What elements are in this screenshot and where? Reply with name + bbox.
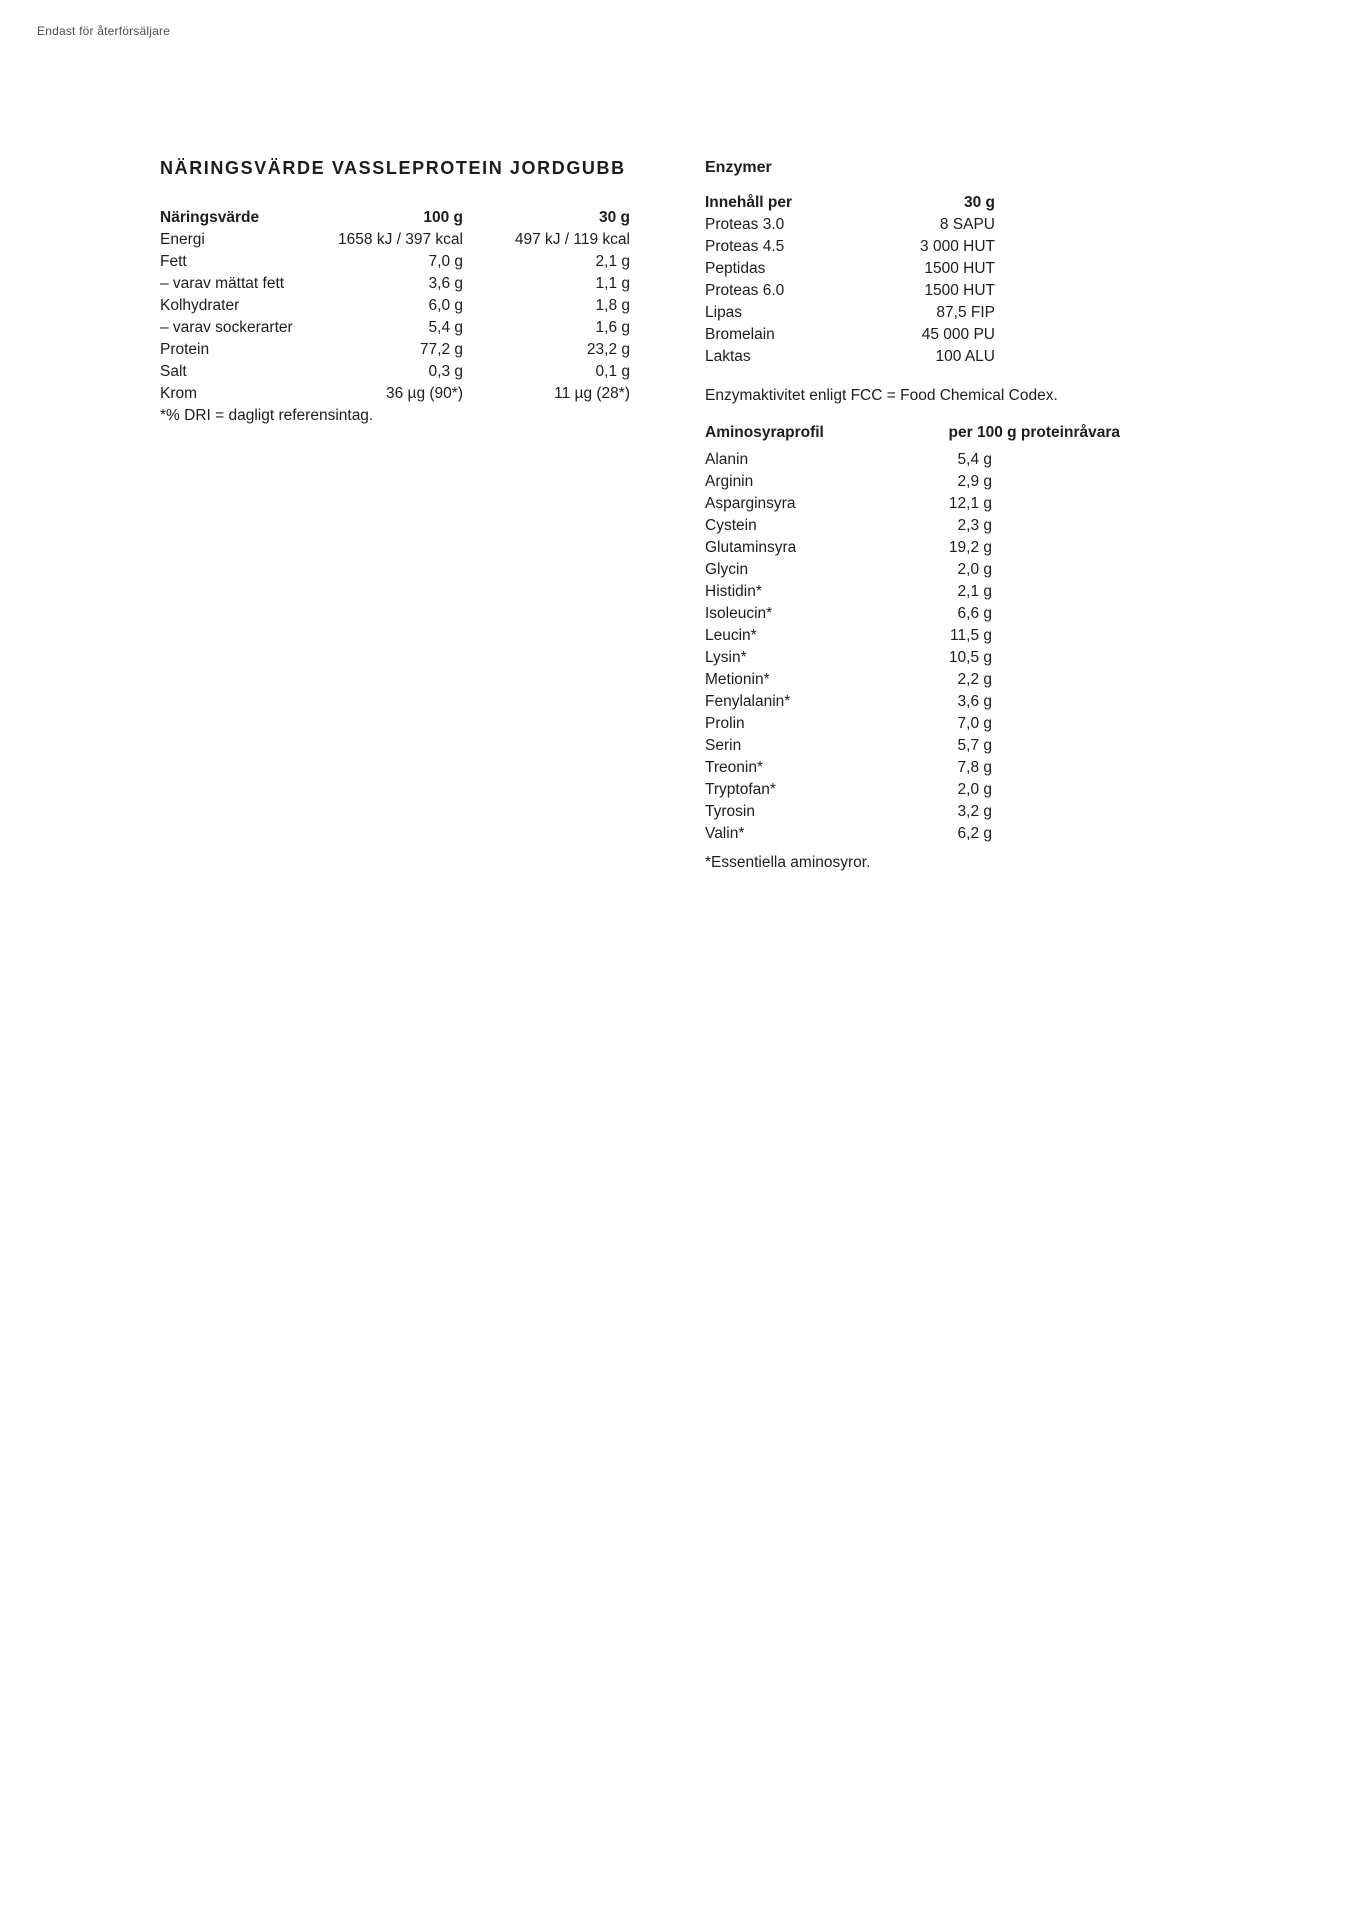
table-row [705, 471, 1120, 493]
table-row [160, 229, 630, 251]
enzymes-table [705, 192, 995, 368]
table-row [705, 559, 1120, 581]
table-cell: 1,8 g [595, 297, 630, 314]
table-row [705, 669, 1120, 691]
table-cell: Energi [160, 231, 205, 248]
table-cell: 2,0 g [957, 561, 992, 578]
table-row [705, 735, 1120, 757]
table-row [705, 214, 995, 236]
table-row [705, 691, 1120, 713]
nutrition-table-header [160, 207, 630, 229]
table-cell: 7,0 g [428, 253, 463, 270]
table-cell: 7,8 g [957, 759, 992, 776]
table-row [705, 346, 995, 368]
table-cell: Glycin [705, 561, 749, 578]
table-cell: 2,9 g [957, 473, 992, 490]
table-cell: 2,3 g [957, 517, 992, 534]
table-cell: Proteas 4.5 [705, 238, 785, 255]
table-row [705, 713, 1120, 735]
table-cell: Tyrosin [705, 803, 755, 820]
table-cell: 36 µg (90*) [385, 385, 463, 402]
table-cell: Salt [160, 363, 187, 380]
table-cell: Prolin [705, 715, 745, 732]
nutrition-heading: NÄRINGSVÄRDE VASSLEPROTEIN JORDGUBB [160, 158, 626, 178]
table-cell: 1,6 g [595, 319, 630, 336]
table-cell: 1658 kJ / 397 kcal [338, 231, 463, 248]
amino-acids-heading: Aminosyraprofil [705, 424, 824, 441]
table-cell: Alanin [705, 451, 749, 468]
table-cell: Bromelain [705, 326, 775, 343]
table-row [705, 581, 1120, 603]
table-cell: 1500 HUT [924, 260, 995, 277]
table-cell: 2,1 g [595, 253, 630, 270]
table-row [160, 361, 630, 383]
table-row [705, 280, 995, 302]
table-cell: Glutaminsyra [705, 539, 797, 556]
table-cell: 5,7 g [957, 737, 992, 754]
table-row [160, 295, 630, 317]
table-cell: 1,1 g [595, 275, 630, 292]
table-row [705, 449, 1120, 471]
nutrition-column [160, 158, 630, 427]
table-cell: Protein [160, 341, 210, 358]
table-cell: – varav mättat fett [160, 275, 285, 292]
table-row [705, 625, 1120, 647]
essential-amino-footnote: *Essentiella aminosyror. [705, 854, 871, 871]
table-cell: 87,5 FIP [936, 304, 995, 321]
table-cell: Fenylalanin* [705, 693, 791, 710]
amino-acids-table [705, 422, 1120, 874]
table-cell: 5,4 g [957, 451, 992, 468]
table-cell: 497 kJ / 119 kcal [514, 231, 630, 248]
column-header-30g: 30 g [598, 209, 630, 226]
enzymes-table-body [705, 214, 995, 368]
table-cell: Proteas 6.0 [705, 282, 785, 299]
table-cell: Valin* [705, 825, 745, 842]
table-cell: 0,3 g [428, 363, 463, 380]
table-row [705, 801, 1120, 823]
table-row [160, 339, 630, 361]
table-row [160, 383, 630, 405]
table-row [160, 273, 630, 295]
table-cell: Kolhydrater [160, 297, 240, 314]
amino-acids-table-body [705, 449, 1120, 845]
table-cell: Proteas 3.0 [705, 216, 785, 233]
enzymes-heading: Enzymer [705, 159, 772, 176]
table-cell: 77,2 g [419, 341, 463, 358]
nutrition-table [160, 207, 630, 427]
table-cell: 7,0 g [957, 715, 992, 732]
table-cell: 12,1 g [948, 495, 992, 512]
table-row [705, 324, 995, 346]
table-cell: Histidin* [705, 583, 762, 600]
table-cell: Peptidas [705, 260, 766, 277]
table-cell: Lipas [705, 304, 743, 321]
table-cell: 3,6 g [428, 275, 463, 292]
table-row [705, 537, 1120, 559]
table-row [705, 302, 995, 324]
table-cell: 6,2 g [957, 825, 992, 842]
table-cell: Leucin* [705, 627, 757, 644]
table-row [705, 779, 1120, 801]
amino-acids-unit-header: per 100 g proteinråvara [948, 424, 1120, 441]
nutrition-table-body [160, 229, 630, 405]
table-cell: 19,2 g [948, 539, 992, 556]
table-cell: Laktas [705, 348, 751, 365]
fcc-footnote: Enzymaktivitet enligt FCC = Food Chemical Codex. [705, 387, 1058, 404]
table-cell: 0,1 g [595, 363, 630, 380]
column-header-30g: 30 g [963, 194, 995, 211]
table-row [705, 236, 995, 258]
table-cell: 8 SAPU [939, 216, 995, 233]
enzymes-amino-column [705, 158, 1120, 874]
column-header-content-per: Innehåll per [705, 194, 792, 211]
table-row [705, 515, 1120, 537]
table-cell: Metionin* [705, 671, 770, 688]
table-cell: 6,0 g [428, 297, 463, 314]
table-row [705, 647, 1120, 669]
table-cell: Krom [160, 385, 198, 402]
table-row [160, 251, 630, 273]
column-header-label: Näringsvärde [160, 209, 260, 226]
table-cell: Cystein [705, 517, 757, 534]
column-header-100g: 100 g [423, 209, 463, 226]
reseller-only-note: Endast för återförsäljare [37, 24, 171, 38]
table-cell: Isoleucin* [705, 605, 773, 622]
table-cell: Tryptofan* [705, 781, 776, 798]
table-cell: 23,2 g [586, 341, 630, 358]
table-row [160, 317, 630, 339]
table-cell: 100 ALU [935, 348, 995, 365]
table-row [705, 757, 1120, 779]
table-cell: Serin [705, 737, 742, 754]
table-cell: 11 µg (28*) [554, 385, 630, 402]
table-cell: 2,2 g [957, 671, 992, 688]
table-cell: 3,6 g [957, 693, 992, 710]
table-cell: 3 000 HUT [920, 238, 995, 255]
table-row [705, 603, 1120, 625]
table-cell: 2,0 g [957, 781, 992, 798]
table-cell: Fett [160, 253, 187, 270]
table-cell: 10,5 g [948, 649, 992, 666]
table-cell: 2,1 g [957, 583, 992, 600]
table-cell: 45 000 PU [921, 326, 995, 343]
table-row [705, 823, 1120, 845]
table-cell: 5,4 g [428, 319, 463, 336]
table-cell: 1500 HUT [924, 282, 995, 299]
dri-footnote: *% DRI = dagligt referensintag. [160, 407, 374, 424]
table-cell: Lysin* [705, 649, 747, 666]
table-row [705, 258, 995, 280]
table-row [705, 493, 1120, 515]
table-cell: Treonin* [705, 759, 764, 776]
table-cell: 11,5 g [950, 627, 992, 644]
amino-acids-table-header [705, 422, 1120, 444]
table-cell: 6,6 g [957, 605, 992, 622]
table-cell: 3,2 g [957, 803, 992, 820]
table-cell: – varav sockerarter [160, 319, 293, 336]
table-cell: Arginin [705, 473, 754, 490]
enzymes-table-header [705, 192, 995, 214]
table-cell: Asparginsyra [705, 495, 796, 512]
